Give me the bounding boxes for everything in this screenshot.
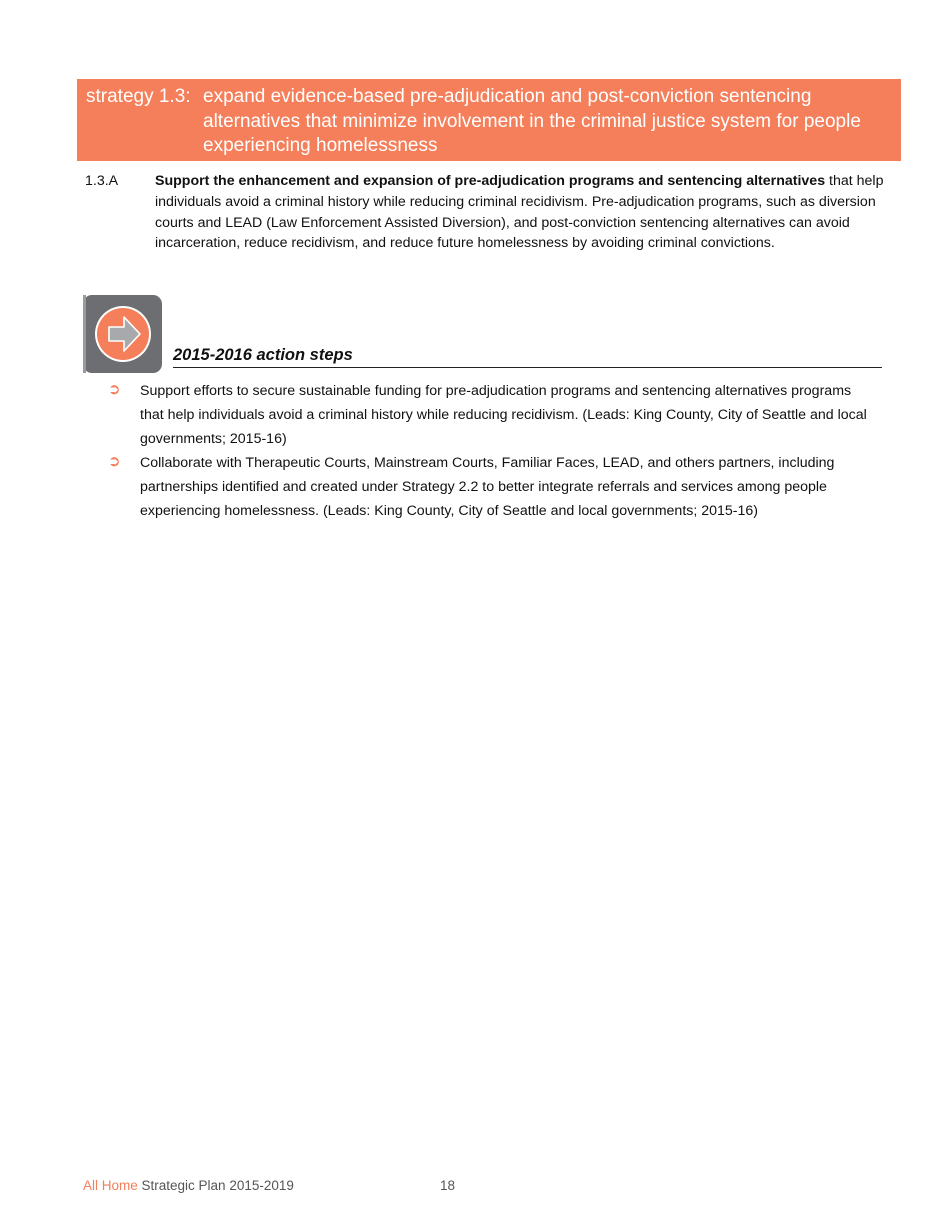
item-text [155,171,895,254]
arrow-circle-icon [83,295,162,373]
page-number: 18 [440,1178,456,1193]
item-number: 1.3.A [85,173,119,189]
bullet-arrow-icon: ➲ [108,453,121,470]
item-1-3-a [85,171,895,254]
list-item [108,451,878,523]
strategy-title: expand evidence-based pre-adjudication and post-conviction sentencing alternatives that minimize involvement in the criminal justice system for people experiencing homelessness [203,86,861,156]
bullet-arrow-icon: ➲ [108,381,121,398]
action-step-text: Collaborate with Therapeutic Courts, Mainstream Courts, Familiar Faces, LEAD, and others partners, including partnerships identified and created under Strategy 2.2 to better integrate referrals and services among people experiencing homelessness. (Leads: King County, City of Seattle and local governments; 2015-16) [140,455,835,519]
action-steps-list [108,379,878,523]
footer-text: Strategic Plan 2015-2019 [137,1178,294,1193]
list-item [108,379,878,451]
footer [83,1177,583,1195]
arrow-circle-icon-graphic [83,295,162,373]
item-rest-text: that help individuals avoid a criminal history while reducing criminal recidivism. Pre-adjudication programs, such as diversion courts and LEAD (Law Enforcement Assisted Diversion), and post-conviction sentencing alternatives can avoid incarceration, reduce recidivism, and reduce future homelessness by avoiding criminal convictions. [155,173,884,252]
footer-brand: All Home [83,1178,138,1193]
icon-edge [83,295,86,373]
strategy-prefix: strategy 1.3: [86,86,191,107]
action-step-text: Support efforts to secure sustainable funding for pre-adjudication programs and sentencing alternatives programs that help individuals avoid a criminal history while reducing recidivism. (Leads: King County, City of Seattle and local governments; 2015-16) [140,383,867,447]
action-steps-heading: 2015-2016 action steps [173,344,882,368]
strategy-heading [86,85,891,159]
item-bold-text: Support the enhancement and expansion of pre-adjudication programs and sentencing alternatives [155,173,826,189]
strategy-banner [77,79,901,161]
